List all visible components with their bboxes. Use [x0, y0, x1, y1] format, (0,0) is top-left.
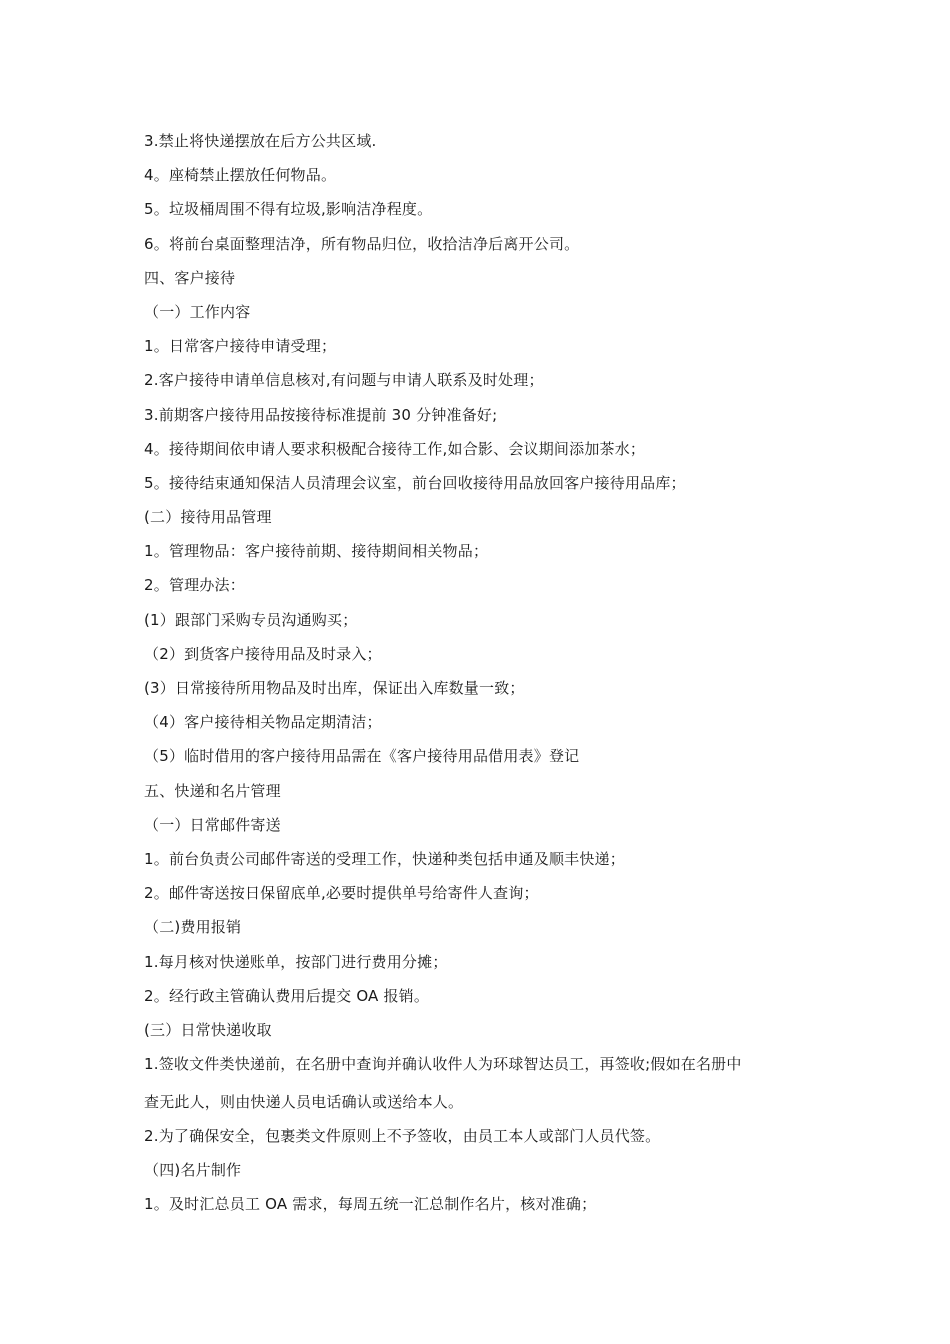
subsection-heading: （二)费用报销	[144, 918, 242, 937]
list-item: （5）临时借用的客户接待用品需在《客户接待用品借用表》登记	[144, 747, 580, 766]
list-item: 1.每月核对快递账单，按部门进行费用分摊；	[144, 952, 448, 971]
list-item: （2）到货客户接待用品及时录入；	[144, 644, 382, 663]
list-item: 1.签收文件类快递前，在名册中查询并确认收件人为环球智达员工，再签收;假如在名册中	[144, 1055, 742, 1074]
list-item: 1。管理物品：客户接待前期、接待期间相关物品；	[144, 542, 489, 561]
subsection-heading: （四)名片制作	[144, 1161, 242, 1180]
list-item: 2。管理办法：	[144, 576, 245, 595]
list-item: 6。将前台桌面整理洁净，所有物品归位，收拾洁净后离开公司。	[144, 234, 580, 253]
subsection-heading: (三）日常快递收取	[144, 1020, 272, 1039]
list-item: (3）日常接待所用物品及时出库，保证出入库数量一致；	[144, 679, 525, 697]
section-heading: 四、客户接待	[144, 268, 236, 287]
list-item: （4）客户接待相关物品定期清洁；	[144, 713, 382, 732]
list-item: 5。接待结束通知保洁人员清理会议室，前台回收接待用品放回客户接待用品库；	[144, 473, 686, 492]
list-item: 5。垃圾桶周围不得有垃圾,影响洁净程度。	[144, 200, 433, 219]
list-item: 3.禁止将快递摆放在后方公共区域.	[144, 132, 377, 150]
list-item: 1。及时汇总员工 OA 需求，每周五统一汇总制作名片，核对准确；	[144, 1195, 597, 1214]
list-item: 4。座椅禁止摆放任何物品。	[144, 166, 337, 185]
subsection-heading: (二）接待用品管理	[144, 508, 272, 527]
list-item: 2.为了确保安全，包裹类文件原则上不予签收，由员工本人或部门人员代签。	[144, 1127, 661, 1146]
list-item: 4。接待期间依申请人要求积极配合接待工作,如合影、会议期间添加茶水；	[144, 439, 646, 458]
list-item: 3.前期客户接待用品按接待标准提前 30 分钟准备好;	[144, 405, 498, 424]
list-item: 2。邮件寄送按日保留底单,必要时提供单号给寄件人查询；	[144, 884, 539, 903]
section-heading: 五、快递和名片管理	[144, 781, 281, 800]
list-item: 1。日常客户接待申请受理；	[144, 337, 337, 356]
list-item: 2.客户接待申请单信息核对,有问题与申请人联系及时处理；	[144, 371, 544, 390]
subsection-heading: （一）日常邮件寄送	[144, 815, 281, 834]
list-item-continuation: 查无此人，则由快递人员电话确认或送给本人。	[144, 1093, 464, 1112]
subsection-heading: （一）工作内容	[144, 302, 251, 321]
list-item: 1。前台负责公司邮件寄送的受理工作，快递种类包括申通及顺丰快递；	[144, 849, 625, 868]
list-item: 2。经行政主管确认费用后提交 OA 报销。	[144, 986, 430, 1005]
list-item: (1）跟部门采购专员沟通购买；	[144, 610, 358, 629]
document-body	[144, 124, 819, 1222]
